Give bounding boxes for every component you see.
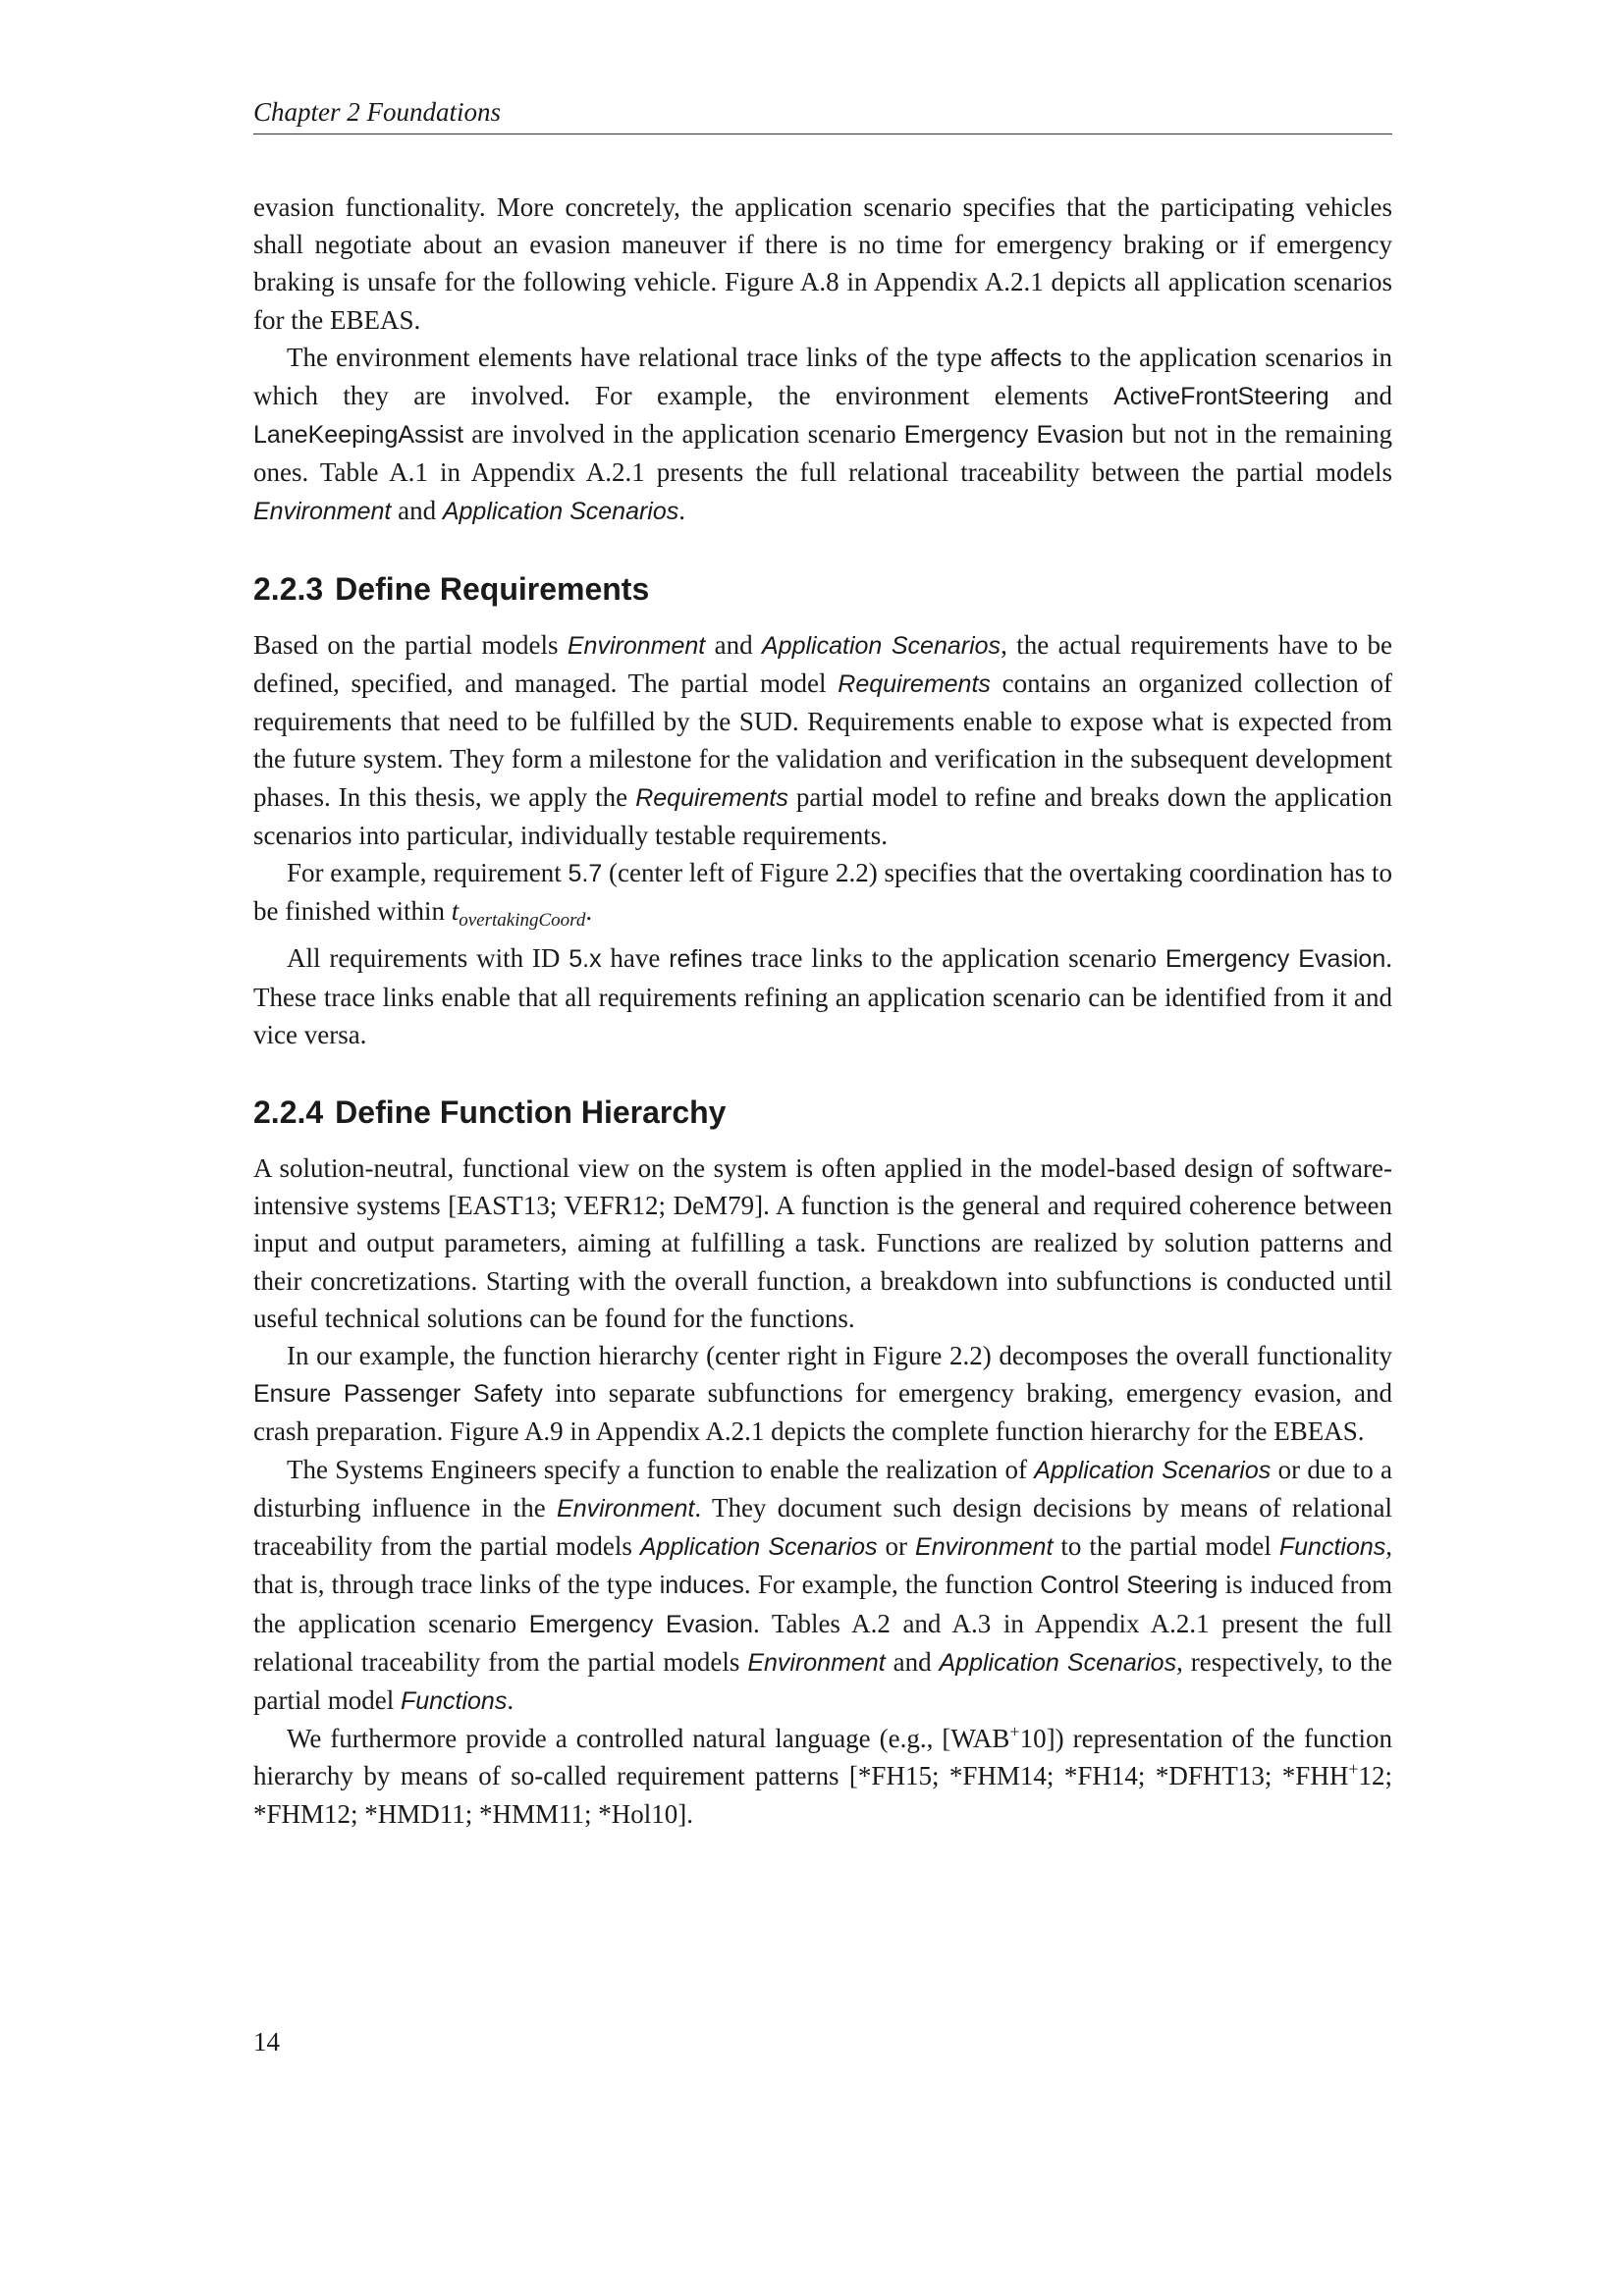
paragraph: The Systems Engineers specify a function to enable the realization of Application Scenarios or due to a disturbing influence in the Environment. They document such design decisions by means of relational traceability from the partial models Application Scenarios or Environment to the partial model Functions, that is, through trace links of the type induces. For example, the function Control Steering is induced from the application scenario Emergency Evasion. Tables A.2 and A.3 in Appendix A.2.1 present the full relational traceability from the partial models Environment and Application Scenarios, respectively, to the partial model Functions. bbox=[253, 1454, 1393, 1715]
paragraph: Based on the partial models Environment and Application Scenarios, the actual requirements have to be defined, specified, and managed. The partial model Requirements contains an organized collection of requirements that need to be fulfilled by the SUD. Requirements enable to expose what is expected from the future system. They form a milestone for the validation and verification in the subsequent development phases. In this thesis, we apply the Requirements partial model to refine and breaks down the application scenarios into particular, individually testable requirements. bbox=[253, 629, 1392, 850]
math-variable: $t_{overtakingCoord}$ bbox=[451, 896, 586, 932]
paragraph: We furthermore provide a controlled natural language (e.g., [WAB+10]) representation of the function hierarchy by means of so-called requirement patterns [*FH15; *FHM14; *FH14; *DFHT13; *FHH+12; *FHM12; *HMD11; *HMM11; *Hol10]. bbox=[253, 1722, 1393, 1829]
paragraph: In our example, the function hierarchy (center right in Figure 2.2) decomposes the overall functionality Ensure Passenger Safety into separate subfunctions for emergency braking, emergency evasion, and crash preparation. Figure A.9 in Appendix A.2.1 depicts the complete function hierarchy for the EBEAS. bbox=[253, 1341, 1393, 1447]
paragraph: All requirements with ID 5.x have refines trace links to the application scenario Emergency Evasion. These trace links enable that all requirements refining an application scenario can be identified from it and vice versa. bbox=[253, 943, 1392, 1049]
section-heading-2-2-4: 2.2.4 Define Function Hierarchy bbox=[253, 1095, 727, 1131]
section-heading-2-2-3: 2.2.3 Define Requirements bbox=[253, 570, 650, 607]
paragraph: evasion functionality. More concretely, the application scenario specifies that the participating vehicles shall negotiate about an evasion maneuver if there is no time for emergency braking or if emergency braking is unsafe for the following vehicle. Figure A.8 in Appendix A.2.1 depicts all application scenarios for the EBEAS. bbox=[253, 192, 1392, 335]
paragraph: The environment elements have relational trace links of the type affects to the application scenarios in which they are involved. For example, the environment elements ActiveFrontSteering and LaneKeepingAssist are involved in the application scenario Emergency Evasion but not in the remaining ones. Table A.1 in Appendix A.2.1 presents the full relational traceability between the partial models Environment and Application Scenarios. bbox=[253, 342, 1393, 525]
main-text bbox=[253, 188, 1392, 1833]
paragraph: A solution-neutral, functional view on the system is often applied in the model-based design of software-intensive systems [EAST13; VEFR12; DeM79]. A function is the general and required coherence between input and output parameters, aiming at fulfilling a task. Functions are realized by solution patterns and their concretizations. Starting with the overall function, a breakdown into subfunctions is conducted until useful technical solutions can be found for the functions. bbox=[253, 1153, 1392, 1333]
running-head: Chapter 2 Foundations bbox=[253, 94, 1392, 134]
page-number: 14 bbox=[253, 2027, 280, 2056]
paragraph: For example, requirement 5.7 (center left of Figure 2.2) specifies that the overtaking coordination has to be finished within $t_{overtakingCoord}$. bbox=[253, 858, 1392, 932]
